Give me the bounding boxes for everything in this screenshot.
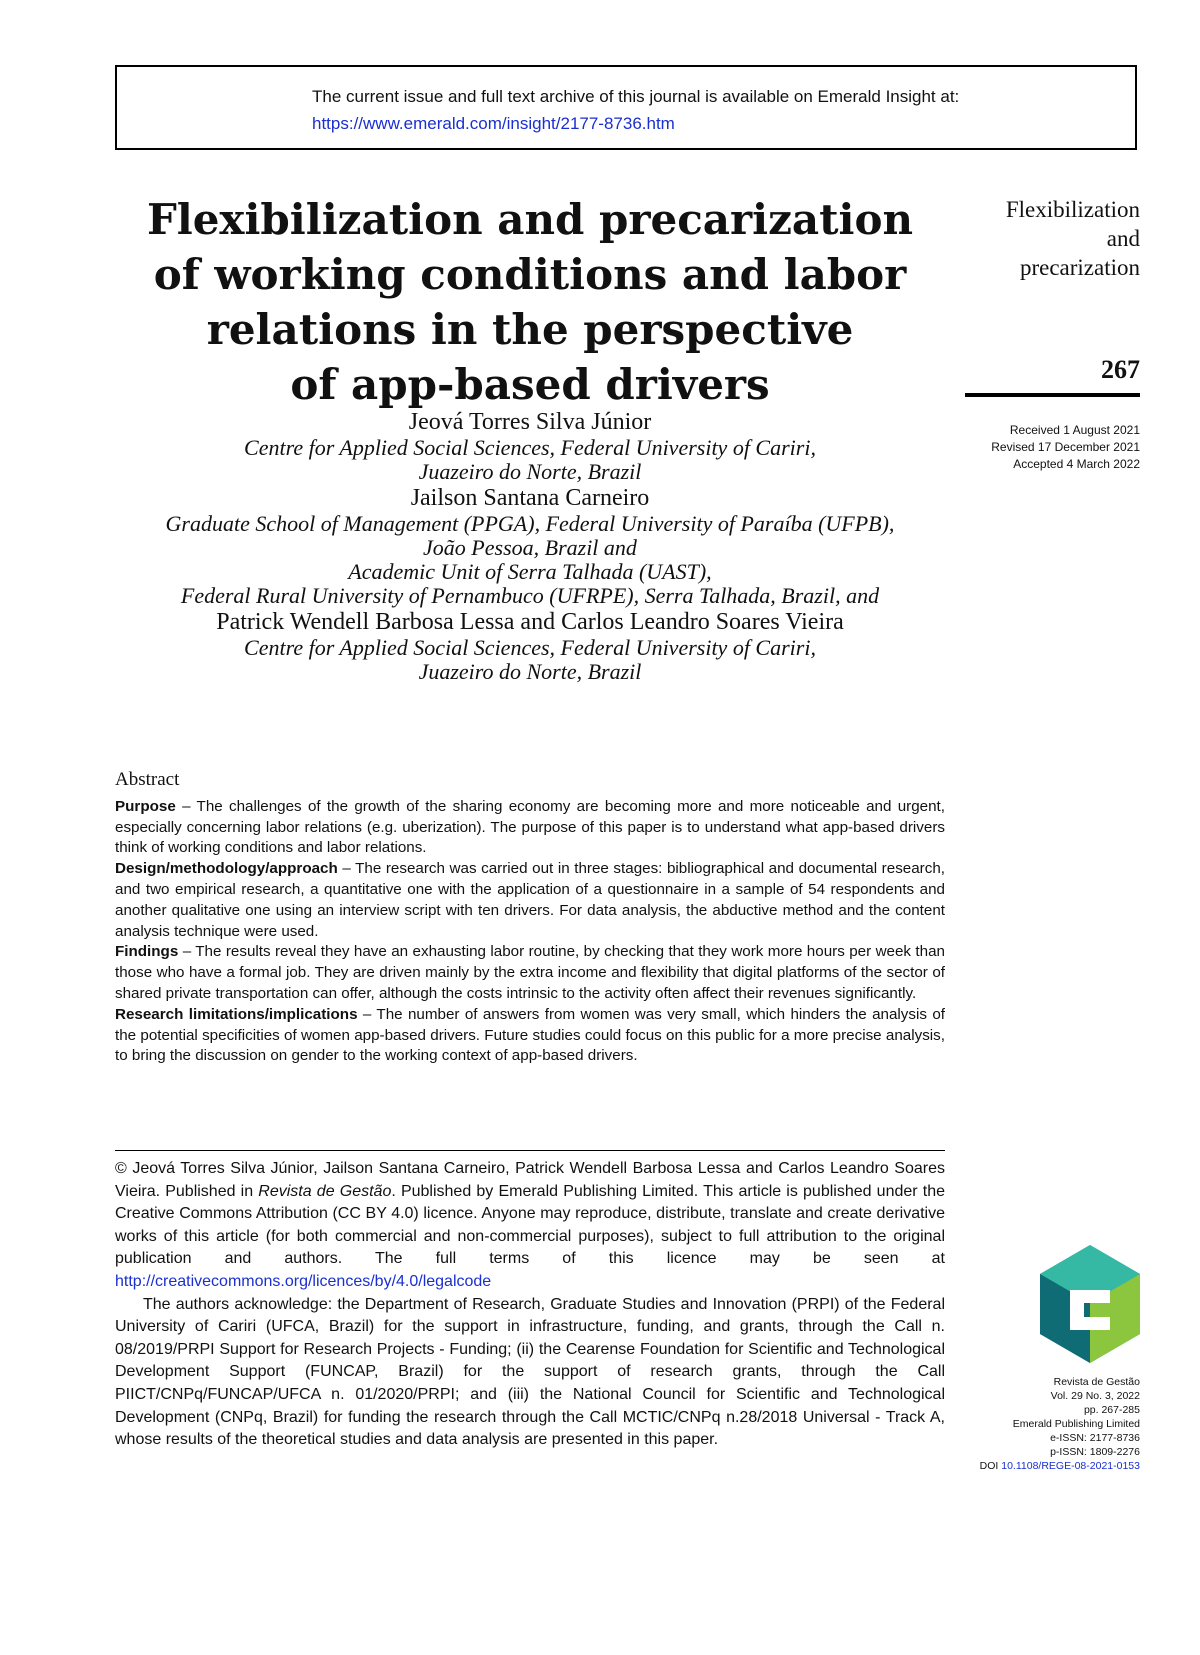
journal-publisher: Emerald Publishing Limited (1012, 1418, 1140, 1430)
copyright-text: © Jeová Torres Silva Júnior, Jailson Santana Carneiro, Patrick Wendell Barbosa Lessa and Carlos Leandro Soares Vieira. Published in (115, 1160, 945, 1200)
journal-pages: pp. 267-285 (1083, 1404, 1140, 1416)
received-date: Received 1 August 2021 (1009, 423, 1140, 437)
author-name: Jailson Santana Carneiro (410, 485, 650, 511)
journal-volume: Vol. 29 No. 3, 2022 (1050, 1390, 1140, 1402)
abstract (115, 770, 945, 1067)
section-label: Design/methodology/approach (115, 860, 338, 878)
journal-eissn: e-ISSN: 2177-8736 (1050, 1432, 1140, 1444)
author-name: Patrick Wendell Barbosa Lessa and Carlos Leandro Soares Vieira (216, 609, 844, 635)
section-label: Research limitations/implications (115, 1005, 358, 1023)
author-name: Jeová Torres Silva Júnior (408, 409, 652, 435)
author-affiliation: Centre for Applied Social Sciences, Federal University of Cariri, (244, 435, 816, 460)
section-text: – The results reveal they have an exhausting labor routine, by checking that they work more hours per week than those who have a formal job. They are driven mainly by the extra income and flexibility that digital platforms of the sector of shared private transportation can offer, although the costs intrinsic to the activity often affect their revenues significantly. (115, 943, 945, 1002)
running-title-line: precarization (1019, 255, 1140, 280)
section-text: – The number of answers from women was very small, which hinders the analysis of the potential specificities of women app-based drivers. Future studies could focus on this public for a more precise analysis, to bring the discussion on gender to the working context of app-based drivers. (115, 1005, 945, 1065)
article-dates (960, 422, 1140, 473)
running-title-line: Flexibilization (1005, 197, 1140, 222)
revised-date: Revised 17 December 2021 (991, 440, 1140, 454)
author-affiliation: João Pessoa, Brazil and (423, 535, 637, 560)
title-line: Flexibilization and precarization (146, 195, 914, 244)
section-label: Purpose (115, 797, 176, 815)
title-line: of working conditions and labor (153, 250, 907, 299)
abstract-design (115, 859, 945, 942)
journal-doi (960, 1459, 1140, 1473)
licence-link[interactable]: http://creativecommons.org/licences/by/4.0/legalcode (115, 1272, 492, 1290)
abstract-purpose (115, 797, 945, 859)
notice-text: The current issue and full text archive of this journal is available on Emerald Insight at: (312, 87, 960, 106)
section-label: Findings (115, 943, 179, 961)
author-affiliation: Federal Rural University of Pernambuco (UFRPE), Serra Talhada, Brazil, and (180, 583, 880, 608)
author-affiliation: Juazeiro do Norte, Brazil (418, 459, 642, 484)
running-title-line: and (1106, 226, 1140, 251)
journal-name: Revista de Gestão (1053, 1376, 1140, 1388)
journal-name-italic: Revista de Gestão (258, 1182, 392, 1200)
author-affiliation: Centre for Applied Social Sciences, Federal University of Cariri, (244, 635, 816, 660)
doi-link[interactable]: 10.1108/REGE-08-2021-0153 (1001, 1460, 1140, 1472)
journal-pissn: p-ISSN: 1809-2276 (1050, 1446, 1140, 1458)
journal-url-link[interactable]: https://www.emerald.com/insight/2177-8736.htm (312, 114, 675, 133)
running-title (960, 195, 1140, 282)
title-line: of app-based drivers (290, 360, 770, 409)
article-title (115, 192, 945, 412)
footnote (115, 1158, 945, 1452)
author-affiliation: Graduate School of Management (PPGA), Federal University of Paraíba (UFPB), (165, 511, 895, 536)
page-number: 267 (1101, 355, 1140, 384)
author-affiliation: Juazeiro do Norte, Brazil (418, 659, 642, 684)
abstract-findings (115, 942, 945, 1004)
author-affiliation: Academic Unit of Serra Talhada (UAST), (348, 559, 712, 584)
section-text: – The challenges of the growth of the sharing economy are becoming more and more noticeable and urgent, especially concerning labor relations (e.g. uberization). The purpose of this paper is to understand what app-based drivers think of working conditions and labor relations. (115, 797, 945, 857)
journal-access-notice (115, 65, 1137, 150)
journal-logo-icon (1040, 1245, 1140, 1363)
doi-label: DOI (979, 1460, 999, 1472)
copyright-text: . Published by Emerald Publishing Limited. This article is published under the Creative Commons Attribution (CC BY 4.0) licence. Anyone may reproduce, distribute, translate and create derivative works of this article (for both commercial and non-commercial purposes), subject to full attribution to the original publication and authors. The full terms of this licence may be seen at (115, 1182, 946, 1268)
acknowledgements: The authors acknowledge: the Department of Research, Graduate Studies and Innovation (PRPI) of the Federal University of Cariri (UFCA, Brazil) for the support in infrastructure, funding, and grants, through the Call n. 08/2019/PRPI Support for Research Projects - Funding; (ii) the Cearense Foundation for Scientific and Technological Development Support (FUNCAP, Brazil) for the support of research grants, through the Call PIICT/CNPq/FUNCAP/UFCA n. 01/2020/PRPI; and (iii) the National Council for Scientific and Technological Development (CNPq, Brazil) for funding the research through the Call MCTIC/CNPq n.28/2018 Universal - Track A, whose results of the theoretical studies and data analysis are presented in this paper. (115, 1295, 945, 1449)
copyright-notice (115, 1158, 945, 1294)
accepted-date: Accepted 4 March 2022 (1013, 457, 1140, 471)
journal-info (960, 1375, 1140, 1473)
section-text: – The research was carried out in three stages: bibliographical and documental research, and two empirical research, a quantitative one with the application of a questionnaire in a sample of 54 respondents and another qualitative one using an interview script with ten drivers. For data analysis, the abductive method and the content analysis technique were used. (115, 860, 945, 940)
abstract-limitations (115, 1005, 945, 1067)
title-line: relations in the perspective (206, 305, 854, 354)
side-divider (965, 393, 1140, 397)
author-block (115, 408, 945, 684)
abstract-heading: Abstract (115, 769, 180, 790)
footnote-divider (115, 1150, 945, 1151)
